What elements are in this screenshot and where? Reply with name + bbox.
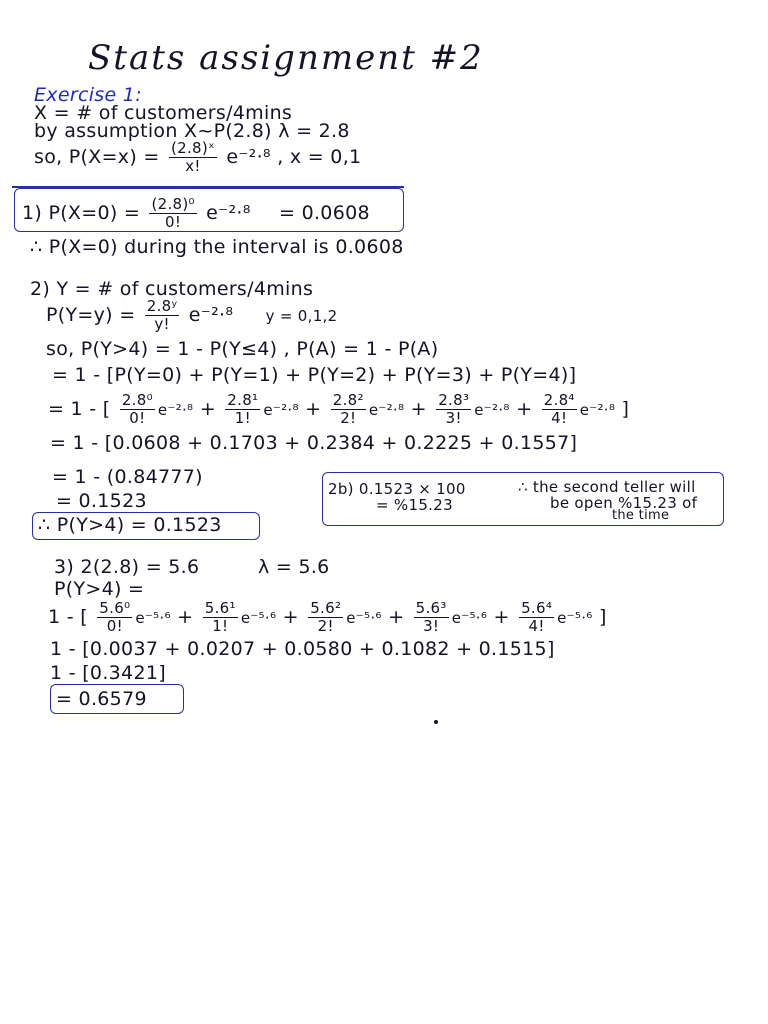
term-numerator: 5.6² — [310, 599, 342, 617]
pmf-x-exponential: e⁻²·⁸ — [226, 146, 271, 168]
part2-conclusion: ∴ P(Y>4) = 0.1523 — [38, 514, 222, 536]
closing-bracket: ] — [621, 398, 630, 420]
plus-sign: + — [516, 398, 533, 420]
part1-exponential: e⁻²·⁸ — [206, 202, 251, 224]
term-numerator: 2.8¹ — [227, 391, 259, 409]
assumption-line: by assumption X~P(2.8) λ = 2.8 — [34, 120, 350, 142]
side-note-text3: the time — [612, 508, 670, 523]
part2-term-1 — [225, 392, 260, 427]
part2-term-4 — [542, 392, 577, 427]
ink-dot-mark — [434, 720, 438, 724]
part1-prefix: 1) P(X=0) = — [22, 202, 141, 224]
pmf-x-numerator: (2.8)ˣ — [170, 139, 215, 157]
part2-term-2 — [331, 392, 366, 427]
plus-sign: + — [199, 398, 216, 420]
closing-bracket: ] — [598, 606, 607, 628]
part2-pmf-numerator: 2.8ʸ — [146, 297, 178, 315]
term-denominator: 2! — [340, 409, 357, 427]
part3-line3-prefix: 1 - [ — [48, 606, 88, 628]
part1-conclusion: ∴ P(X=0) during the interval is 0.0608 — [30, 236, 404, 258]
term-exponential: e⁻⁵·⁶ — [557, 609, 593, 627]
part1-denominator: 0! — [165, 213, 182, 231]
term-exponential: e⁻⁵·⁶ — [135, 609, 171, 627]
part2-line3-prefix: = 1 - [ — [48, 398, 111, 420]
part3-line1: 3) 2(2.8) = 5.6 — [54, 556, 200, 578]
term-exponential: e⁻²·⁸ — [474, 401, 510, 419]
term-numerator: 2.8² — [332, 391, 364, 409]
term-exponential: e⁻²·⁸ — [157, 401, 194, 419]
part2-line6: = 0.1523 — [56, 490, 147, 512]
term-denominator: 1! — [234, 409, 251, 427]
pmf-x-denominator: x! — [185, 157, 201, 175]
part2-line2: = 1 - [P(Y=0) + P(Y=1) + P(Y=2) + P(Y=3) + P(Y=4)] — [52, 364, 577, 386]
part2-line5: = 1 - (0.84777) — [52, 466, 203, 488]
term-numerator: 2.8³ — [438, 391, 470, 409]
exercise-heading: Exercise 1: — [34, 84, 142, 106]
plus-sign: + — [282, 606, 299, 628]
term-denominator: 0! — [129, 409, 146, 427]
part3-term-3 — [414, 600, 449, 635]
part3-line4: 1 - [0.0037 + 0.0207 + 0.0580 + 0.1082 + 0.1515] — [50, 638, 555, 660]
pmf-x-range: , x = 0,1 — [277, 146, 362, 168]
part2-pmf-exponential: e⁻²·⁸ — [188, 304, 234, 326]
term-denominator: 0! — [106, 617, 123, 635]
term-denominator: 3! — [423, 617, 440, 635]
page-title: Stats assignment #2 — [88, 38, 484, 78]
plus-sign: + — [388, 606, 405, 628]
definition-x: X = # of customers/4mins — [34, 102, 293, 124]
term-numerator: 5.6⁴ — [521, 599, 553, 617]
term-numerator: 2.8⁰ — [121, 391, 153, 409]
part3-term-0 — [97, 600, 132, 635]
part3-term-2 — [308, 600, 343, 635]
side-note-text2: be open %15.23 of — [550, 494, 698, 512]
pmf-x-prefix: so, P(X=x) = — [34, 146, 160, 168]
term-denominator: 4! — [528, 617, 545, 635]
plus-sign: + — [305, 398, 322, 420]
term-exponential: e⁻⁵·⁶ — [240, 609, 277, 627]
term-numerator: 2.8⁴ — [543, 391, 575, 409]
side-note-text1: ∴ the second teller will — [518, 478, 696, 496]
pmf-x-fraction — [169, 140, 217, 175]
part2-line3 — [48, 392, 629, 427]
term-denominator: 2! — [317, 617, 334, 635]
part2-pmf-line — [46, 298, 337, 333]
part1-numerator: (2.8)⁰ — [151, 195, 195, 213]
part2-term-3 — [436, 392, 471, 427]
term-denominator: 3! — [445, 409, 462, 427]
part2-pmf-denominator: y! — [154, 315, 170, 333]
part3-term-1 — [203, 600, 238, 635]
part2-pmf-range: y = 0,1,2 — [265, 307, 338, 325]
term-denominator: 1! — [212, 617, 229, 635]
part2-line4: = 1 - [0.0608 + 0.1703 + 0.2384 + 0.2225 + 0.1557] — [50, 432, 578, 454]
part1-result: = 0.0608 — [279, 202, 370, 224]
part3-line5: 1 - [0.3421] — [50, 662, 166, 684]
plus-sign: + — [493, 606, 510, 628]
part3-line3 — [48, 600, 607, 635]
part2-pmf-prefix: P(Y=y) = — [46, 304, 136, 326]
term-exponential: e⁻²·⁸ — [579, 401, 616, 419]
part3-term-4 — [519, 600, 554, 635]
term-denominator: 4! — [551, 409, 568, 427]
part3-lambda: λ = 5.6 — [258, 556, 330, 578]
part1-equation — [22, 196, 370, 231]
term-exponential: e⁻⁵·⁶ — [451, 609, 488, 627]
term-exponential: e⁻⁵·⁶ — [346, 609, 382, 627]
side-note-calc2: = %15.23 — [376, 496, 453, 514]
term-numerator: 5.6¹ — [204, 599, 236, 617]
term-exponential: e⁻²·⁸ — [263, 401, 299, 419]
part1-fraction — [149, 196, 196, 231]
side-note-calc: 2b) 0.1523 × 100 — [328, 480, 466, 498]
term-numerator: 5.6⁰ — [99, 599, 131, 617]
part2-line1: so, P(Y>4) = 1 - P(Y≤4) , P(A) = 1 - P(A) — [46, 338, 439, 360]
part2-term-0 — [120, 392, 155, 427]
term-numerator: 5.6³ — [415, 599, 447, 617]
plus-sign: + — [177, 606, 194, 628]
pmf-x-line — [34, 140, 361, 175]
term-exponential: e⁻²·⁸ — [368, 401, 405, 419]
part3-result: = 0.6579 — [56, 688, 147, 710]
part2-definition: 2) Y = # of customers/4mins — [30, 278, 314, 300]
part2-pmf-fraction — [145, 298, 180, 333]
plus-sign: + — [410, 398, 427, 420]
part3-line2: P(Y>4) = — [54, 578, 145, 600]
